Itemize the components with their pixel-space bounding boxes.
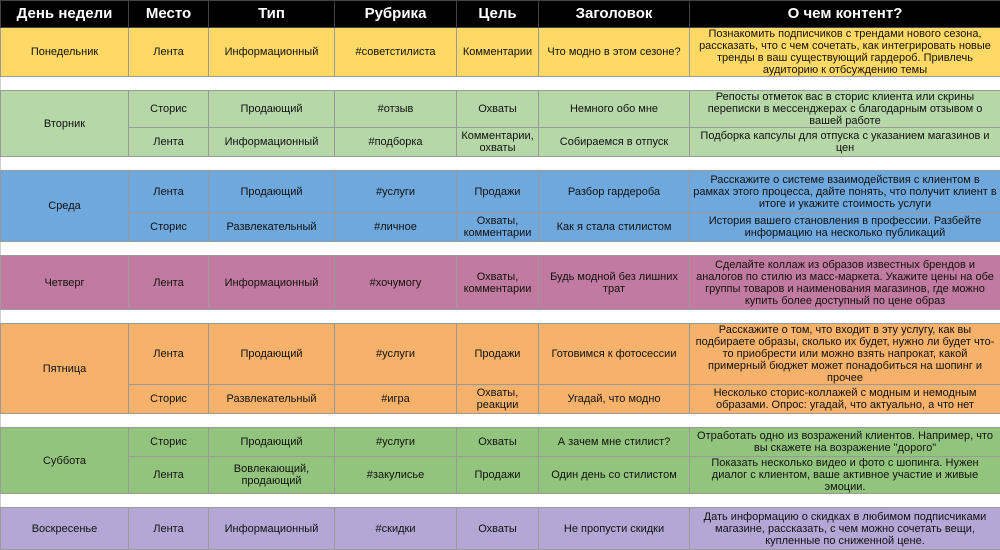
headline-cell[interactable]: Один день со стилистом	[539, 457, 690, 494]
goal-cell[interactable]: Охваты, комментарии	[457, 213, 539, 242]
header-rubric[interactable]: Рубрика	[335, 1, 457, 28]
table-row	[1, 457, 1000, 494]
headline-cell[interactable]: Как я стала стилистом	[539, 213, 690, 242]
rubric-cell[interactable]: #скидки	[335, 508, 457, 550]
type-cell[interactable]: Развлекательный	[209, 385, 335, 414]
type-cell[interactable]: Информационный	[209, 508, 335, 550]
place-cell[interactable]: Лента	[129, 171, 209, 213]
rubric-cell[interactable]: #закулисье	[335, 457, 457, 494]
headline-cell[interactable]: Угадай, что модно	[539, 385, 690, 414]
type-cell[interactable]: Информационный	[209, 256, 335, 310]
goal-cell[interactable]: Продажи	[457, 457, 539, 494]
place-cell[interactable]: Лента	[129, 128, 209, 157]
spacer-cell	[1, 157, 1000, 171]
spacer-row	[1, 157, 1000, 171]
spacer-row	[1, 77, 1000, 91]
table-row	[1, 324, 1000, 385]
goal-cell[interactable]: Продажи	[457, 324, 539, 385]
day-cell[interactable]: Среда	[1, 171, 129, 242]
header-row	[1, 1, 1000, 28]
headline-cell[interactable]: А зачем мне стилист?	[539, 428, 690, 457]
spacer-row	[1, 242, 1000, 256]
place-cell[interactable]: Сторис	[129, 213, 209, 242]
content-cell[interactable]: История вашего становления в профессии. Разбейте информацию на несколько публикаций	[690, 213, 1000, 242]
header-day[interactable]: День недели	[1, 1, 129, 28]
day-cell[interactable]: Вторник	[1, 91, 129, 157]
goal-cell[interactable]: Комментарии, охваты	[457, 128, 539, 157]
header-place[interactable]: Место	[129, 1, 209, 28]
type-cell[interactable]: Информационный	[209, 28, 335, 77]
headline-cell[interactable]: Собираемся в отпуск	[539, 128, 690, 157]
place-cell[interactable]: Лента	[129, 457, 209, 494]
type-cell[interactable]: Продающий	[209, 428, 335, 457]
header-content[interactable]: О чем контент?	[690, 1, 1000, 28]
content-cell[interactable]: Сделайте коллаж из образов известных брендов и аналогов по стилю из масс-маркета. Укажите цены на обе группы товаров и наименования магазинов, где можно купить более доступный по цене образ	[690, 256, 1000, 310]
rubric-cell[interactable]: #хочумогу	[335, 256, 457, 310]
goal-cell[interactable]: Комментарии	[457, 28, 539, 77]
table-row	[1, 213, 1000, 242]
headline-cell[interactable]: Готовимся к фотосессии	[539, 324, 690, 385]
day-cell[interactable]: Пятница	[1, 324, 129, 414]
header-headline[interactable]: Заголовок	[539, 1, 690, 28]
spacer-cell	[1, 414, 1000, 428]
content-cell[interactable]: Отработать одно из возражений клиентов. Например, что вы скажете на возражение "дорого"	[690, 428, 1000, 457]
day-cell[interactable]: Суббота	[1, 428, 129, 494]
table-row	[1, 171, 1000, 213]
goal-cell[interactable]: Охваты, комментарии	[457, 256, 539, 310]
table-row	[1, 385, 1000, 414]
place-cell[interactable]: Лента	[129, 508, 209, 550]
type-cell[interactable]: Вовлекающий, продающий	[209, 457, 335, 494]
content-cell[interactable]: Подборка капсулы для отпуска с указанием магазинов и цен	[690, 128, 1000, 157]
spacer-cell	[1, 494, 1000, 508]
headline-cell[interactable]: Что модно в этом сезоне?	[539, 28, 690, 77]
spacer-cell	[1, 77, 1000, 91]
spacer-cell	[1, 310, 1000, 324]
spacer-row	[1, 494, 1000, 508]
header-goal[interactable]: Цель	[457, 1, 539, 28]
day-cell[interactable]: Четверг	[1, 256, 129, 310]
headline-cell[interactable]: Будь модной без лишних трат	[539, 256, 690, 310]
content-cell[interactable]: Несколько сторис-коллажей с модным и немодным образами. Опрос: угадай, что актуально, а что нет	[690, 385, 1000, 414]
table-row	[1, 128, 1000, 157]
rubric-cell[interactable]: #подборка	[335, 128, 457, 157]
content-cell[interactable]: Расскажите о системе взаимодействия с клиентом в рамках этого процесса, дайте понять, что получит клиент в итоге и укажите стоимость услуги	[690, 171, 1000, 213]
table-row	[1, 28, 1000, 77]
content-cell[interactable]: Расскажите о том, что входит в эту услугу, как вы подбираете образы, сколько их будет, нужно ли будет что-то приобрести или можно взять напрокат, какой примерный бюджет может понадобиться на шопинг и прочее	[690, 324, 1000, 385]
content-cell[interactable]: Познакомить подписчиков с трендами нового сезона, рассказать, что с чем сочетать, как интегрировать новые тренды в ваш существующий гардероб. Привлечь аудиторию к отбсуждению темы	[690, 28, 1000, 77]
rubric-cell[interactable]: #услуги	[335, 428, 457, 457]
type-cell[interactable]: Информационный	[209, 128, 335, 157]
goal-cell[interactable]: Охваты, реакции	[457, 385, 539, 414]
place-cell[interactable]: Лента	[129, 28, 209, 77]
place-cell[interactable]: Лента	[129, 256, 209, 310]
place-cell[interactable]: Лента	[129, 324, 209, 385]
headline-cell[interactable]: Не пропусти скидки	[539, 508, 690, 550]
spacer-row	[1, 310, 1000, 324]
day-cell[interactable]: Понедельник	[1, 28, 129, 77]
rubric-cell[interactable]: #советстилиста	[335, 28, 457, 77]
place-cell[interactable]: Сторис	[129, 91, 209, 128]
headline-cell[interactable]: Разбор гардероба	[539, 171, 690, 213]
table-row	[1, 91, 1000, 128]
header-type[interactable]: Тип	[209, 1, 335, 28]
place-cell[interactable]: Сторис	[129, 385, 209, 414]
goal-cell[interactable]: Охваты	[457, 508, 539, 550]
rubric-cell[interactable]: #игра	[335, 385, 457, 414]
rubric-cell[interactable]: #отзыв	[335, 91, 457, 128]
headline-cell[interactable]: Немного обо мне	[539, 91, 690, 128]
table-row	[1, 428, 1000, 457]
content-cell[interactable]: Репосты отметок вас в сторис клиента или скрины переписки в мессенджерах с благодарным отзывом о вашей работе	[690, 91, 1000, 128]
rubric-cell[interactable]: #услуги	[335, 171, 457, 213]
type-cell[interactable]: Развлекательный	[209, 213, 335, 242]
type-cell[interactable]: Продающий	[209, 324, 335, 385]
spacer-row	[1, 414, 1000, 428]
rubric-cell[interactable]: #услуги	[335, 324, 457, 385]
day-cell[interactable]: Воскресенье	[1, 508, 129, 550]
type-cell[interactable]: Продающий	[209, 91, 335, 128]
goal-cell[interactable]: Продажи	[457, 171, 539, 213]
table-row	[1, 256, 1000, 310]
goal-cell[interactable]: Охваты	[457, 91, 539, 128]
goal-cell[interactable]: Охваты	[457, 428, 539, 457]
content-cell[interactable]: Показать несколько видео и фото с шопинга. Нужен диалог с клиентом, ваше активное участие и живые эмоции.	[690, 457, 1000, 494]
type-cell[interactable]: Продающий	[209, 171, 335, 213]
rubric-cell[interactable]: #личное	[335, 213, 457, 242]
spacer-cell	[1, 242, 1000, 256]
place-cell[interactable]: Сторис	[129, 428, 209, 457]
table-row	[1, 508, 1000, 550]
content-cell[interactable]: Дать информацию о скидках в любимом подписчиками магазине, рассказать, с чем можно сочетать вещи, купленные по сниженной цене.	[690, 508, 1000, 550]
